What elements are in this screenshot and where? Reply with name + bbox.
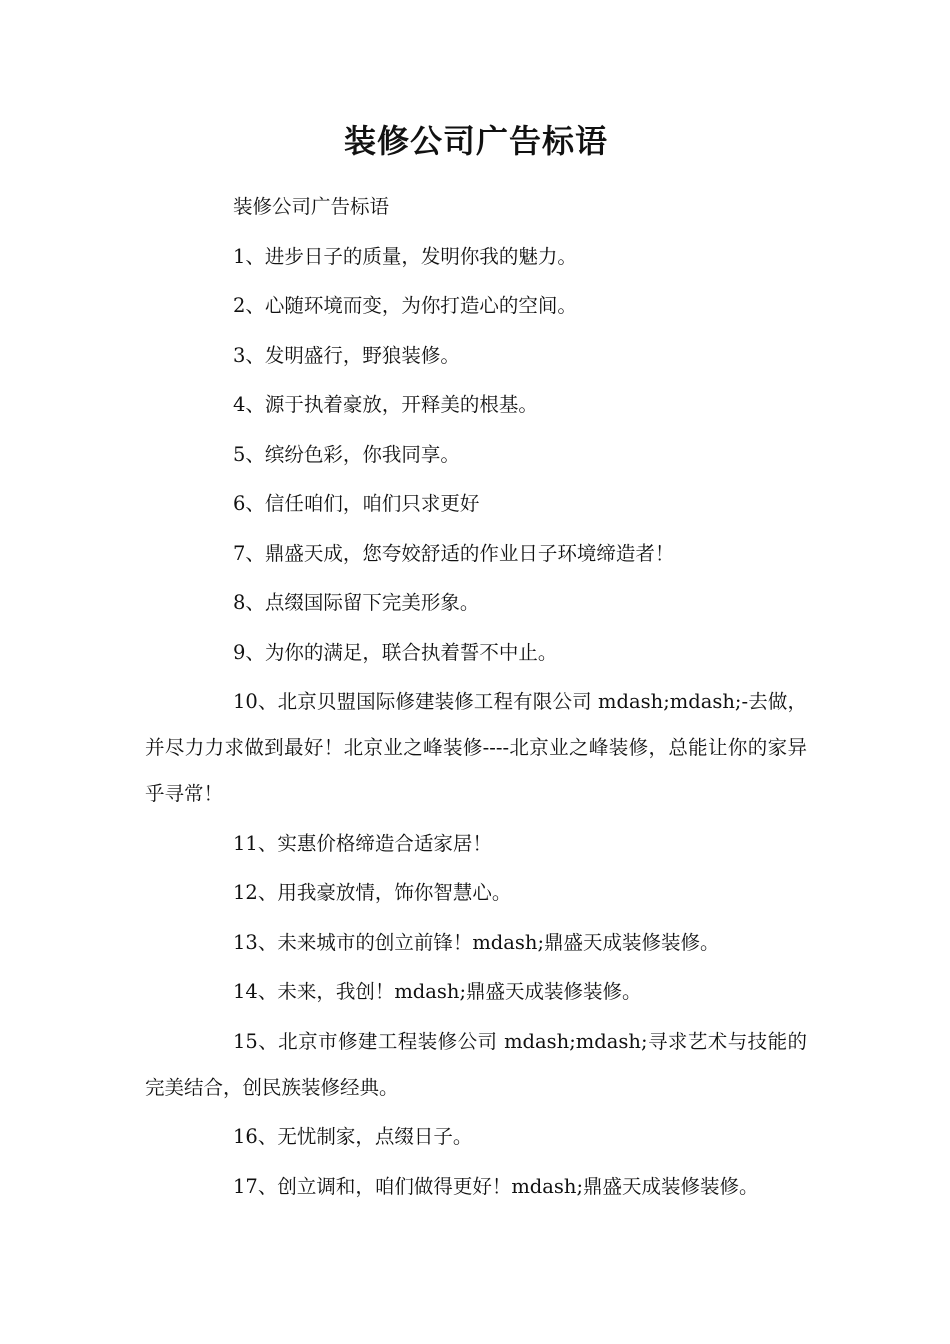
slogan-11: 11、实惠价格缔造合适家居！ bbox=[233, 831, 492, 855]
slogan-10: 10、北京贝盟国际修建装修工程有限公司 mdash;mdash;-去做，并尽力力求做到最好！北京业之峰装修----北京业之峰装修，总能让你的家异乎寻常！ bbox=[145, 690, 807, 805]
slogan-15: 15、北京市修建工程装修公司 mdash;mdash;寻求艺术与技能的完美结合，创民族装修经典。 bbox=[145, 1029, 807, 1099]
slogan-2: 2、心随环境而变，为你打造心的空间。 bbox=[233, 294, 577, 317]
slogan-1: 1、进步日子的质量，发明你我的魅力。 bbox=[233, 244, 577, 268]
slogan-12: 12、用我豪放情，饰你智慧心。 bbox=[233, 881, 512, 904]
slogan-16: 16、无忧制家，点缀日子。 bbox=[233, 1125, 473, 1148]
slogan-13: 13、未来城市的创立前锋！mdash;鼎盛天成装修装修。 bbox=[233, 930, 720, 954]
slogan-14: 14、未来，我创！mdash;鼎盛天成装修装修。 bbox=[233, 980, 642, 1003]
slogan-3: 3、发明盛行，野狼装修。 bbox=[233, 343, 460, 367]
slogan-17: 17、创立调和，咱们做得更好！mdash;鼎盛天成装修装修。 bbox=[233, 1174, 759, 1198]
slogan-8: 8、点缀国际留下完美形象。 bbox=[233, 591, 480, 614]
slogan-9: 9、为你的满足，联合执着誓不中止。 bbox=[233, 640, 558, 664]
slogan-6: 6、信任咱们，咱们只求更好 bbox=[233, 492, 480, 515]
document-body bbox=[145, 184, 807, 1213]
slogan-7: 7、鼎盛天成，您夸姣舒适的作业日子环境缔造者！ bbox=[233, 541, 675, 565]
document-title: 装修公司广告标语 bbox=[343, 122, 608, 160]
slogan-4: 4、源于执着豪放，开释美的根基。 bbox=[233, 393, 538, 416]
paragraph-subtitle: 装修公司广告标语 bbox=[233, 195, 390, 218]
slogan-5: 5、缤纷色彩，你我同享。 bbox=[233, 442, 460, 466]
